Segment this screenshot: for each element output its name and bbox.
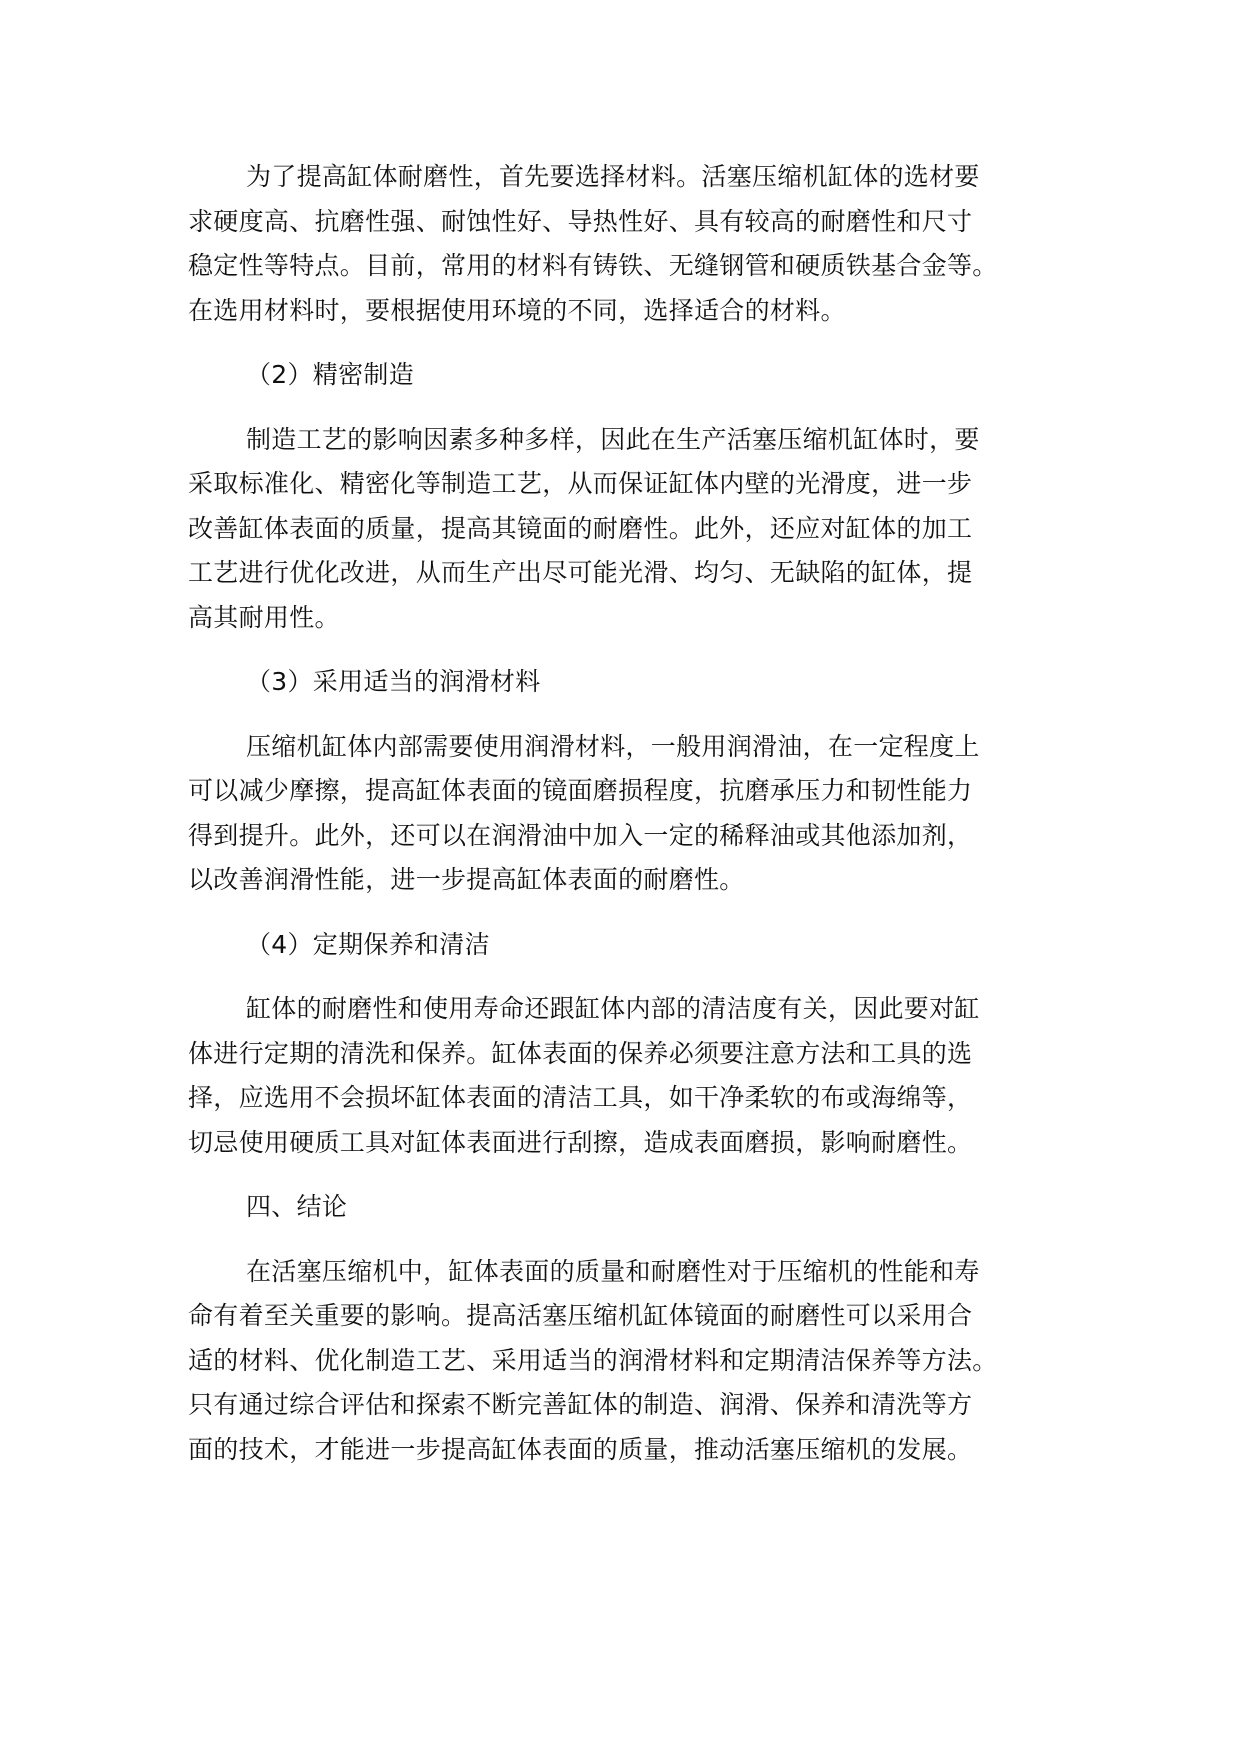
section-heading-precision-manufacturing: （2）精密制造: [246, 360, 415, 389]
text-line: 得到提升。此外，还可以在润滑油中加入一定的稀释油或其他添加剂，: [188, 820, 973, 850]
paragraph-gap: [188, 640, 1068, 660]
text-line: 切忌使用硬质工具对缸体表面进行刮擦，造成表面磨损，影响耐磨性。: [188, 1127, 973, 1157]
text-line: 适的材料、优化制造工艺、采用适当的润滑材料和定期清洁保养等方法。: [188, 1345, 998, 1375]
paragraph-gap: [188, 903, 1068, 923]
text-line: 面的技术，才能进一步提高缸体表面的质量，推动活塞压缩机的发展。: [188, 1434, 973, 1464]
paragraph-precision-manufacturing: [188, 418, 1068, 641]
text-line: 改善缸体表面的质量，提高其镜面的耐磨性。此外，还应对缸体的加工: [188, 513, 973, 543]
text-line: 压缩机缸体内部需要使用润滑材料，一般用润滑油，在一定程度上: [246, 731, 980, 761]
text-line: 命有着至关重要的影响。提高活塞压缩机缸体镜面的耐磨性可以采用合: [188, 1301, 973, 1330]
paragraph-material-selection: [188, 155, 1068, 333]
text-line: 以改善润滑性能，进一步提高缸体表面的耐磨性。: [188, 865, 745, 894]
paragraph-lubrication: [188, 725, 1068, 903]
text-line: 稳定性等特点。目前，常用的材料有铸铁、无缝钢管和硬质铁基合金等。: [188, 251, 998, 280]
section-heading-lubrication: （3）采用适当的润滑材料: [246, 667, 541, 696]
paragraph-gap: [188, 398, 1068, 418]
text-line: 缸体的耐磨性和使用寿命还跟缸体内部的清洁度有关，因此要对缸: [246, 994, 980, 1023]
text-line: 高其耐用性。: [188, 602, 340, 632]
text-line: 体进行定期的清洗和保养。缸体表面的保养必须要注意方法和工具的选: [188, 1038, 973, 1068]
text-line: 在选用材料时，要根据使用环境的不同，选择适合的材料。: [188, 295, 846, 325]
text-line: 采取标准化、精密化等制造工艺，从而保证缸体内壁的光滑度，进一步: [188, 469, 973, 498]
text-line: 可以减少摩擦，提高缸体表面的镜面磨损程度，抗磨承压力和韧性能力: [188, 776, 973, 805]
text-line: 为了提高缸体耐磨性，首先要选择材料。活塞压缩机缸体的选材要: [246, 162, 980, 191]
text-line: 在活塞压缩机中，缸体表面的质量和耐磨性对于压缩机的性能和寿: [246, 1256, 980, 1286]
paragraph-gap: [188, 1230, 1068, 1250]
text-line: 只有通过综合评估和探索不断完善缸体的制造、润滑、保养和清洗等方: [188, 1390, 973, 1419]
paragraph-conclusion: [188, 1250, 1068, 1473]
section-heading-maintenance: （4）定期保养和清洁: [246, 929, 490, 959]
text-line: 制造工艺的影响因素多种多样，因此在生产活塞压缩机缸体时，要: [246, 424, 980, 454]
document-body: [188, 155, 1068, 1472]
paragraph-maintenance: [188, 987, 1068, 1165]
text-line: 择，应选用不会损坏缸体表面的清洁工具，如干净柔软的布或海绵等，: [188, 1083, 973, 1112]
paragraph-gap: [188, 1165, 1068, 1185]
section-heading-conclusion: 四、结论: [246, 1192, 348, 1221]
paragraph-gap: [188, 967, 1068, 987]
paragraph-gap: [188, 333, 1068, 353]
paragraph-gap: [188, 705, 1068, 725]
text-line: 求硬度高、抗磨性强、耐蚀性好、导热性好、具有较高的耐磨性和尺寸: [188, 206, 973, 236]
text-line: 工艺进行优化改进，从而生产出尽可能光滑、均匀、无缺陷的缸体，提: [188, 558, 973, 587]
